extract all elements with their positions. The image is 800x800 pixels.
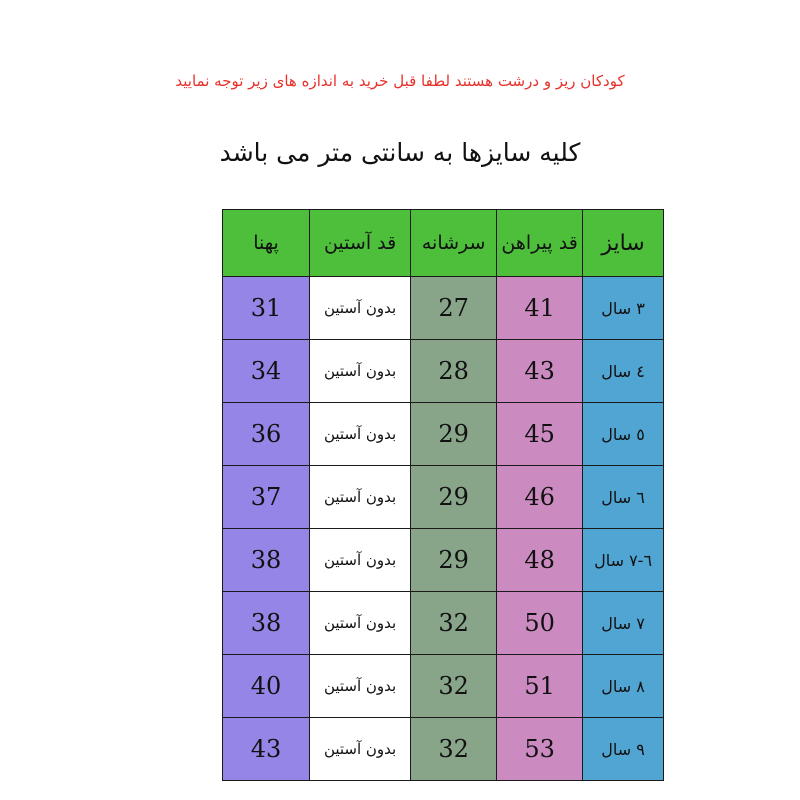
cell-size: ۹ سال bbox=[583, 718, 664, 781]
cell-shoulder: 32 bbox=[411, 718, 497, 781]
cell-sleeve-length: بدون آستین bbox=[310, 718, 411, 781]
cell-shoulder: 32 bbox=[411, 592, 497, 655]
cell-shoulder: 29 bbox=[411, 403, 497, 466]
cell-width: 36 bbox=[223, 403, 310, 466]
table-row bbox=[223, 592, 664, 655]
cell-width: 38 bbox=[223, 529, 310, 592]
cell-dress-length: 46 bbox=[497, 466, 583, 529]
table-row bbox=[223, 655, 664, 718]
size-notice: کودکان ریز و درشت هستند لطفا قبل خرید به اندازه های زیر توجه نمایید bbox=[175, 72, 625, 90]
cell-width: 38 bbox=[223, 592, 310, 655]
cell-size: ۸ سال bbox=[583, 655, 664, 718]
cell-sleeve-length: بدون آستین bbox=[310, 529, 411, 592]
cell-sleeve-length: بدون آستین bbox=[310, 340, 411, 403]
cell-shoulder: 29 bbox=[411, 529, 497, 592]
table-row bbox=[223, 277, 664, 340]
cell-width: 31 bbox=[223, 277, 310, 340]
cell-dress-length: 50 bbox=[497, 592, 583, 655]
table-header-row bbox=[223, 210, 664, 277]
cell-shoulder: 29 bbox=[411, 466, 497, 529]
header-sleeve-length: قد آستین bbox=[310, 210, 411, 277]
cell-sleeve-length: بدون آستین bbox=[310, 403, 411, 466]
header-size: سایز bbox=[583, 210, 664, 277]
cell-sleeve-length: بدون آستین bbox=[310, 277, 411, 340]
cell-dress-length: 41 bbox=[497, 277, 583, 340]
cell-dress-length: 53 bbox=[497, 718, 583, 781]
page-title: کلیه سایزها به سانتی متر می باشد bbox=[219, 138, 581, 167]
cell-size: ٦ سال bbox=[583, 466, 664, 529]
header-shoulder: سرشانه bbox=[411, 210, 497, 277]
cell-shoulder: 32 bbox=[411, 655, 497, 718]
cell-size: ۳ سال bbox=[583, 277, 664, 340]
cell-shoulder: 28 bbox=[411, 340, 497, 403]
cell-dress-length: 48 bbox=[497, 529, 583, 592]
cell-sleeve-length: بدون آستین bbox=[310, 466, 411, 529]
cell-width: 34 bbox=[223, 340, 310, 403]
table-row bbox=[223, 340, 664, 403]
table-row bbox=[223, 403, 664, 466]
cell-size: ٦-٧ سال bbox=[583, 529, 664, 592]
cell-dress-length: 51 bbox=[497, 655, 583, 718]
header-width: پهنا bbox=[223, 210, 310, 277]
cell-width: 40 bbox=[223, 655, 310, 718]
cell-sleeve-length: بدون آستین bbox=[310, 592, 411, 655]
cell-shoulder: 27 bbox=[411, 277, 497, 340]
cell-width: 43 bbox=[223, 718, 310, 781]
cell-sleeve-length: بدون آستین bbox=[310, 655, 411, 718]
table-row bbox=[223, 466, 664, 529]
table-row bbox=[223, 529, 664, 592]
cell-size: ٧ سال bbox=[583, 592, 664, 655]
cell-size: ٥ سال bbox=[583, 403, 664, 466]
size-chart-table bbox=[222, 209, 664, 781]
cell-width: 37 bbox=[223, 466, 310, 529]
table-row bbox=[223, 718, 664, 781]
header-dress-length: قد پیراهن bbox=[497, 210, 583, 277]
cell-dress-length: 45 bbox=[497, 403, 583, 466]
cell-dress-length: 43 bbox=[497, 340, 583, 403]
cell-size: ٤ سال bbox=[583, 340, 664, 403]
